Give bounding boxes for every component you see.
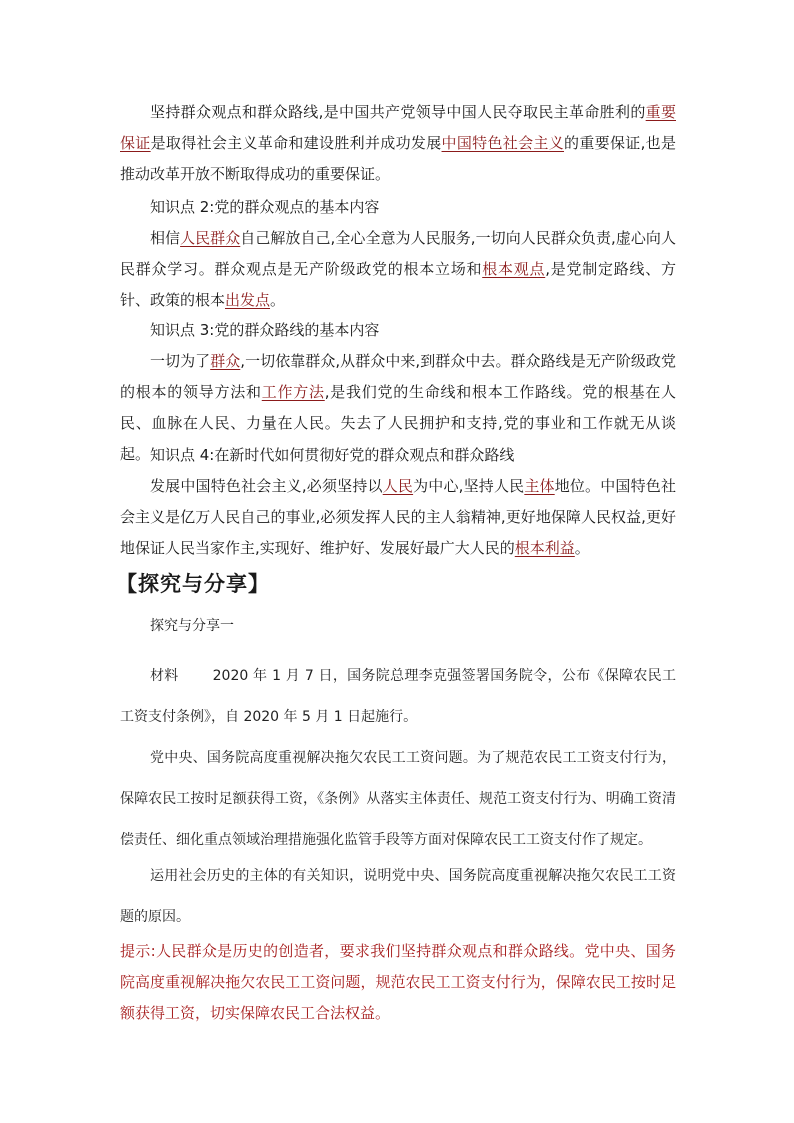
keyword-link[interactable]: 重要保证 (120, 103, 676, 152)
keyword-link[interactable]: 群众 (210, 352, 241, 370)
keyword-link[interactable]: 出发点 (225, 291, 271, 309)
material-paragraph: 材料 2020 年 1 月 7 日，国务院总理李克强签署国务院令，公布《保障农民工工资支付条例》，自 2020 年 5 月 1 日起施行。 (120, 668, 676, 725)
policy-paragraph: 党中央、国务院高度重视解决拖欠农民工工资问题。为了规范农民工工资支付行为，保障农民工按时足额获得工资，《条例》从落实主体责任、规范工资支付行为、明确工资清偿责任、细化重点领域治理措施强化监管手段等方面对保障农民工工资支付作了规定。 (120, 750, 676, 848)
explore-subheading: 探究与分享一 (150, 618, 234, 634)
keyword-link[interactable]: 人民 (382, 477, 414, 495)
keyword-link[interactable]: 中国特色社会主义 (441, 134, 565, 152)
keyword-link[interactable]: 工作方法 (261, 383, 325, 401)
section-heading: 【探究与分享】 (116, 572, 270, 596)
knowledge-point-3-title: 知识点 3:党的群众路线的基本内容 (150, 321, 380, 339)
keyword-link[interactable]: 根本观点 (482, 260, 546, 278)
paragraph-mass-line-content: 一切为了群众,一切依靠群众,从群众中来,到群众中去。群众路线是无产阶级政党的根本的领导方法和工作方法,是我们党的生命线和根本工作路线。党的根基在人民、血脉在人民、力量在人民。失去了人民拥护和支持,党的事业和工作就无从谈起。 (120, 352, 676, 463)
keyword-link[interactable]: 人民群众 (180, 229, 241, 247)
paragraph-mass-line-importance: 坚持群众观点和群众路线,是中国共产党领导中国人民夺取民主革命胜利的重要保证是取得社会主义革命和建设胜利并成功发展中国特色社会主义的重要保证,也是推动改革开放不断取得成功的重要保证。 (120, 103, 676, 183)
paragraph-mass-viewpoint: 相信人民群众自己解放自己,全心全意为人民服务,一切向人民群众负责,虚心向人民群众学习。群众观点是无产阶级政党的根本立场和根本观点,是党制定路线、方针、政策的根本出发点。 (120, 229, 676, 309)
knowledge-point-4-title: 知识点 4:在新时代如何贯彻好党的群众观点和群众路线 (150, 446, 515, 464)
paragraph-new-era: 发展中国特色社会主义,必须坚持以人民为中心,坚持人民主体地位。中国特色社会主义是亿万人民自己的事业,必须发挥人民的主人翁精神,更好地保障人民权益,更好地保证人民当家作主,实现好、维护好、发展好最广大人民的根本利益。 (120, 477, 676, 557)
keyword-link[interactable]: 根本利益 (514, 539, 575, 557)
keyword-link[interactable]: 主体 (524, 477, 555, 495)
knowledge-point-2-title: 知识点 2:党的群众观点的基本内容 (150, 198, 380, 216)
question-paragraph: 运用社会历史的主体的有关知识，说明党中央、国务院高度重视解决拖欠农民工工资题的原因。 (120, 868, 676, 925)
hint-paragraph: 提示:人民群众是历史的创造者，要求我们坚持群众观点和群众路线。党中央、国务院高度重视解决拖欠农民工工资问题，规范农民工工资支付行为，保障农民工按时足额获得工资，切实保障农民工合法权益。 (120, 942, 676, 1022)
material-label: 材料 (150, 668, 179, 684)
